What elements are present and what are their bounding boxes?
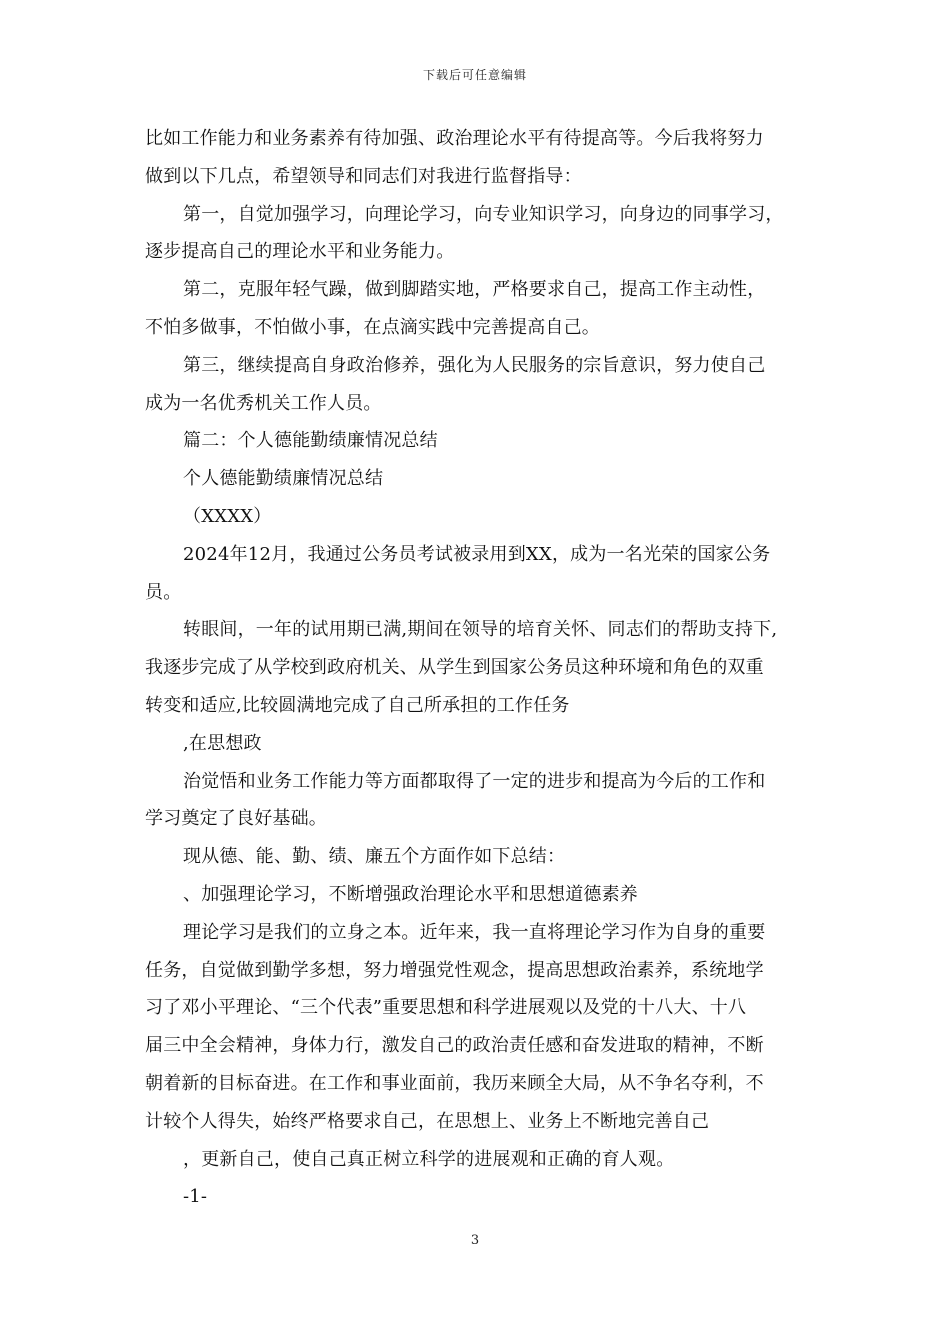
text-line: 理论学习是我们的立身之本。近年来，我一直将理论学习作为自身的重要 [183,921,766,943]
document-body [145,120,815,1216]
text-line: 做到以下几点，希望领导和同志们对我进行监督指导： [145,165,582,187]
page-header: 下载后可任意编辑 [422,68,527,82]
text-line: 逐步提高自己的理论水平和业务能力。 [145,241,455,263]
text-line: 个人德能勤绩廉情况总结 [183,468,384,490]
text-line: ,在思想政 [183,732,262,754]
text-line: 第三，继续提高自身政治修养，强化为人民服务的宗旨意识，努力使自己 [183,354,766,376]
text-line: 我逐步完成了从学校到政府机关、从学生到国家公务员这种环境和角色的双重 [145,657,764,679]
text-line: 2024年12月，我通过公务员考试被录用到XX，成为一名光荣的国家公务 [183,543,771,565]
text-line: 届三中全会精神，身体力行，激发自己的政治责任感和奋发进取的精神，不断 [145,1035,764,1057]
text-line: 朝着新的目标奋进。在工作和事业面前，我历来顾全大局，从不争名夺利，不 [145,1072,764,1094]
text-line: 篇二：个人德能勤绩廉情况总结 [183,430,438,452]
text-line: 学习奠定了良好基础。 [145,808,327,830]
text-line: 治觉悟和业务工作能力等方面都取得了一定的进步和提高为今后的工作和 [183,770,766,792]
text-line: 习了邓小平理论、“三个代表”重要思想和科学进展观以及党的十八大、十八 [145,997,747,1019]
text-line: 计较个人得失，始终严格要求自己，在思想上、业务上不断地完善自己 [145,1110,710,1132]
text-line: 不怕多做事，不怕做小事，在点滴实践中完善提高自己。 [145,316,600,338]
page-number: 3 [470,1233,480,1248]
text-line: 第二，克服年轻气躁，做到脚踏实地，严格要求自己，提高工作主动性， [183,279,766,301]
text-line: （XXXX） [183,505,272,527]
text-line: ，更新自己，使自己真正树立科学的进展观和正确的育人观。 [183,1148,675,1170]
text-line: 转眼间，一年的试用期已满,期间在领导的培育关怀、同志们的帮助支持下, [183,619,778,641]
text-line: 比如工作能力和业务素养有待加强、政治理论水平有待提高等。今后我将努力 [145,128,764,149]
text-line: 、加强理论学习，不断增强政治理论水平和思想道德素养 [183,883,638,905]
text-line: 成为一名优秀机关工作人员。 [145,392,382,414]
text-line: 第一，自觉加强学习，向理论学习，向专业知识学习，向身边的同事学习， [183,203,784,225]
text-line: 转变和适应,比较圆满地完成了自己所承担的工作任务 [145,694,570,716]
text-line: -1- [183,1186,208,1208]
text-line: 任务，自觉做到勤学多想，努力增强党性观念，提高思想政治素养，系统地学 [145,959,764,981]
text-line: 现从德、能、勤、绩、廉五个方面作如下总结： [183,846,566,868]
text-line: 员。 [145,581,182,603]
